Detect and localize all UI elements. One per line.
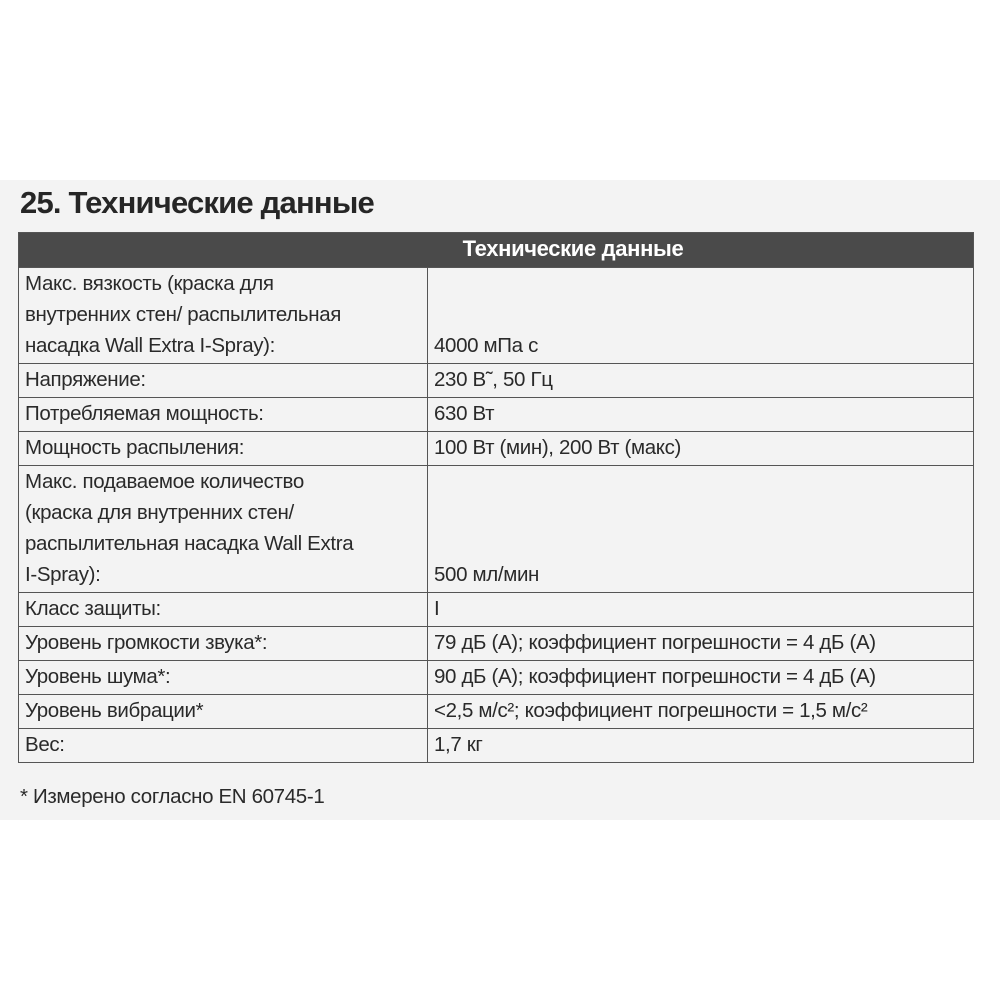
row-value: 4000 мПа с <box>428 268 974 364</box>
row-label: Потребляемая мощность: <box>19 398 428 432</box>
table-header: Технические данные <box>19 233 974 268</box>
table-row <box>19 729 974 763</box>
row-value: 100 Вт (мин), 200 Вт (макс) <box>428 432 974 466</box>
table-row <box>19 661 974 695</box>
table-row <box>19 398 974 432</box>
table-row <box>19 695 974 729</box>
row-value: 500 мл/мин <box>428 466 974 593</box>
row-label: Класс защиты: <box>19 593 428 627</box>
row-value: 79 дБ (А); коэффициент погрешности = 4 дБ (А) <box>428 627 974 661</box>
row-label: Макс. подаваемое количество (краска для внутренних стен/ распылительная насадка Wall Extra I-Spray): <box>19 466 428 593</box>
tech-data-table <box>18 232 974 763</box>
table-row <box>19 268 974 364</box>
footnote: * Измерено согласно EN 60745-1 <box>20 785 325 808</box>
row-value: <2,5 м/с²; коэффициент погрешности = 1,5 м/с² <box>428 695 974 729</box>
table-row <box>19 627 974 661</box>
table-row <box>19 466 974 593</box>
row-value: 1,7 кг <box>428 729 974 763</box>
row-value: 90 дБ (А); коэффициент погрешности = 4 дБ (А) <box>428 661 974 695</box>
table-row <box>19 593 974 627</box>
table-row <box>19 432 974 466</box>
row-label: Мощность распыления: <box>19 432 428 466</box>
row-label: Уровень вибрации* <box>19 695 428 729</box>
row-label: Уровень шума*: <box>19 661 428 695</box>
section-title: 25. Технические данные <box>20 185 374 220</box>
row-value: 230 В˜, 50 Гц <box>428 364 974 398</box>
table-row <box>19 364 974 398</box>
row-label: Вес: <box>19 729 428 763</box>
row-value: I <box>428 593 974 627</box>
row-label: Макс. вязкость (краска для внутренних стен/ распылительная насадка Wall Extra I-Spray): <box>19 268 428 364</box>
row-label: Уровень громкости звука*: <box>19 627 428 661</box>
row-label: Напряжение: <box>19 364 428 398</box>
row-value: 630 Вт <box>428 398 974 432</box>
